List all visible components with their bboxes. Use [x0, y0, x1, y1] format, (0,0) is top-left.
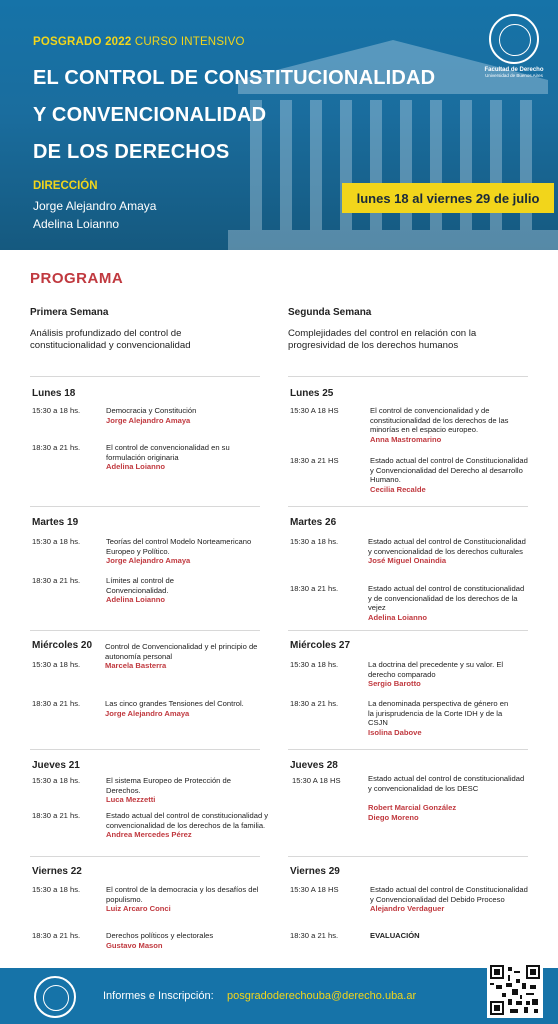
session-topic: Las cinco grandes Tensiones del Control.	[105, 699, 244, 708]
session-speaker: Andrea Mercedes Pérez	[106, 830, 192, 839]
session-topic: El control de la democracia y los desafíos del populismo.	[106, 885, 259, 904]
session-time: 15:30 a 18 hs.	[32, 537, 81, 546]
session-time: 15:30 A 18 HS	[290, 406, 339, 415]
session-entry	[106, 406, 266, 425]
session-entry	[370, 406, 530, 444]
divider	[288, 749, 528, 750]
session-speaker: Robert Marcial González Diego Moreno	[368, 803, 457, 822]
session-time: 18:30 a 21 hs.	[32, 931, 81, 940]
program-title: PROGRAMA	[30, 270, 124, 287]
divider	[30, 630, 260, 631]
contact-label: Informes e Inscripción:	[103, 990, 214, 1002]
qr-code-icon[interactable]	[487, 962, 543, 1018]
session-speaker: Jorge Alejandro Amaya	[105, 708, 190, 718]
session-topic: Derechos políticos y electorales	[106, 931, 214, 940]
session-time: 18:30 a 21 HS	[290, 456, 339, 465]
director-name: Adelina Loianno	[33, 217, 120, 231]
day-heading: Miércoles 20	[32, 640, 93, 651]
course-kicker	[33, 36, 245, 48]
session-time: 15:30 a 18 hs.	[290, 537, 339, 546]
direction-label: DIRECCIÓN	[33, 180, 98, 192]
session-entry	[368, 660, 508, 689]
evaluation-label: EVALUACIÓN	[370, 931, 420, 940]
session-speaker: Cecilia Recalde	[370, 484, 426, 494]
course-title-line: Y CONVENCIONALIDAD	[33, 104, 267, 126]
university-seal-icon	[489, 14, 539, 64]
day-heading: Martes 26	[290, 517, 337, 528]
session-topic: El control de convencionalidad en su formulación originaria	[106, 443, 230, 462]
day-heading: Martes 19	[32, 517, 79, 528]
session-speaker: Luiz Arcaro Conci	[106, 904, 171, 913]
session-entry	[106, 776, 266, 805]
session-topic: El control de convencionalidad y de constitucionalidad de los derechos de las minorías en el espacio europeo.	[370, 406, 509, 434]
session-speaker: Gustavo Mason	[106, 940, 163, 950]
session-topic: Estado actual del control de Constitucionalidad y convencionalidad de los derechos culturales	[368, 537, 526, 556]
session-topic: Estado actual del control de constitucionalidad y convencionalidad de los DESC	[368, 774, 525, 793]
director-name: Jorge Alejandro Amaya	[33, 199, 157, 213]
divider	[30, 856, 260, 857]
course-title	[33, 60, 463, 171]
session-topic: Estado actual del control de Constitucionalidad y Convencionalidad del Debido Proceso	[370, 885, 528, 904]
session-time: 18:30 a 21 hs.	[32, 811, 81, 820]
qr-code-graphic	[490, 965, 540, 1015]
session-speaker: Jorge Alejandro Amaya	[106, 415, 191, 425]
session-topic: Estado actual del control de constitucionalidad y de convencionalidad de los derechos de la vejez	[368, 584, 525, 612]
session-topic: Límites al control de Convencionalidad.	[106, 576, 174, 595]
session-entry	[368, 537, 528, 566]
session-time: 18:30 a 21 hs.	[32, 576, 81, 585]
week1-title: Primera Semana	[30, 307, 109, 318]
session-speaker: Anna Mastromarino	[370, 434, 442, 444]
session-entry	[368, 584, 528, 622]
university-seal-icon	[34, 976, 76, 1018]
session-time: 15:30 a 18 hs.	[290, 660, 339, 669]
week2-description: Complejidades del control en relación con la progresividad de los derechos humanos	[288, 328, 477, 351]
session-time: 15:30 a 18 hs.	[32, 776, 81, 785]
day-heading: Jueves 28	[290, 760, 338, 771]
footer-bar	[0, 968, 558, 1024]
divider	[288, 506, 528, 507]
session-entry	[106, 811, 271, 840]
session-speaker: Sergio Barotto	[368, 679, 421, 688]
session-topic: Democracia y Constitución	[106, 406, 197, 415]
kicker-course-type: CURSO INTENSIVO	[134, 36, 245, 48]
day-heading: Lunes 25	[290, 388, 334, 399]
session-entry	[106, 576, 216, 605]
session-time: 18:30 a 21 hs.	[32, 699, 81, 708]
contact-email-link[interactable]: posgradoderechouba@derecho.uba.ar	[227, 990, 417, 1002]
divider	[30, 749, 260, 750]
session-topic: La denominada perspectiva de género en la jurisprudencia de la Corte IDH y de la CSJN	[368, 699, 509, 727]
session-entry	[105, 642, 265, 671]
session-time: 15:30 A 18 HS	[290, 885, 339, 894]
session-entry	[368, 699, 513, 737]
session-speaker: Adelina Loianno	[368, 612, 428, 622]
kicker-postgrad: POSGRADO 2022	[33, 36, 132, 48]
session-speaker: Alejandro Verdaguer	[370, 904, 445, 913]
divider	[288, 630, 528, 631]
course-dates-badge: lunes 18 al viernes 29 de julio	[342, 183, 554, 213]
logo-faculty-name: Facultad de Derecho	[484, 67, 544, 73]
faculty-logo	[480, 14, 548, 78]
session-time: 18:30 a 21 hs.	[290, 584, 339, 593]
divider	[30, 376, 260, 377]
day-heading: Miércoles 27	[290, 640, 351, 651]
session-speaker: Luca Mezzetti	[106, 795, 156, 804]
session-speaker: Adelina Loianno	[106, 595, 166, 604]
session-entry	[368, 774, 528, 822]
session-entry	[105, 699, 265, 718]
session-time: 18:30 a 21 hs.	[290, 699, 339, 708]
session-time: 15:30 a 18 hs.	[32, 885, 81, 894]
session-topic: La doctrina del precedente y su valor. El derecho comparado	[368, 660, 504, 679]
session-entry	[370, 456, 530, 494]
divider	[288, 376, 528, 377]
session-topic: Control de Convencionalidad y el principio de autonomía personal	[105, 642, 258, 661]
session-entry	[106, 537, 266, 566]
session-topic: Estado actual del control de constitucionalidad y convencionalidad de los derechos de la familia.	[106, 811, 269, 830]
session-entry	[106, 885, 266, 914]
day-heading: Lunes 18	[32, 388, 76, 399]
divider	[30, 506, 260, 507]
course-title-line: EL CONTROL DE CONSTITUCIONALIDAD	[33, 67, 436, 89]
course-title-line: DE LOS DERECHOS	[33, 141, 230, 163]
session-speaker: Adelina Loianno	[106, 462, 166, 471]
day-heading: Jueves 21	[32, 760, 80, 771]
day-heading: Viernes 29	[290, 866, 340, 877]
session-topic: El sistema Europeo de Protección de Derechos.	[106, 776, 231, 795]
session-time: 18:30 a 21 hs.	[290, 931, 339, 940]
session-speaker: Jorge Alejandro Amaya	[106, 556, 191, 565]
session-time: 15:30 A 18 HS	[292, 776, 341, 785]
header-banner	[0, 0, 558, 250]
week1-description: Análisis profundizado del control de constitucionalidad y convencionalidad	[30, 328, 191, 351]
session-speaker: Marcela Basterra	[105, 661, 167, 670]
divider	[288, 856, 528, 857]
session-topic: Estado actual del control de Constitucionalidad y Convencionalidad del Derecho al desarrollo Humano.	[370, 456, 528, 484]
session-speaker: José Miguel Onaindia	[368, 556, 447, 565]
session-entry	[106, 931, 266, 950]
session-time: 18:30 a 21 hs.	[32, 443, 81, 452]
session-speaker: Isolina Dabove	[368, 727, 422, 737]
week2-title: Segunda Semana	[288, 307, 372, 318]
session-time: 15:30 a 18 hs.	[32, 660, 81, 669]
session-time: 15:30 a 18 hs.	[32, 406, 81, 415]
session-entry	[106, 443, 256, 472]
logo-university-name: Universidad de Buenos Aires	[485, 73, 543, 78]
day-heading: Viernes 22	[32, 866, 82, 877]
session-topic: Teorías del control Modelo Norteamericano Europeo y Político.	[106, 537, 252, 556]
session-entry	[370, 885, 530, 914]
